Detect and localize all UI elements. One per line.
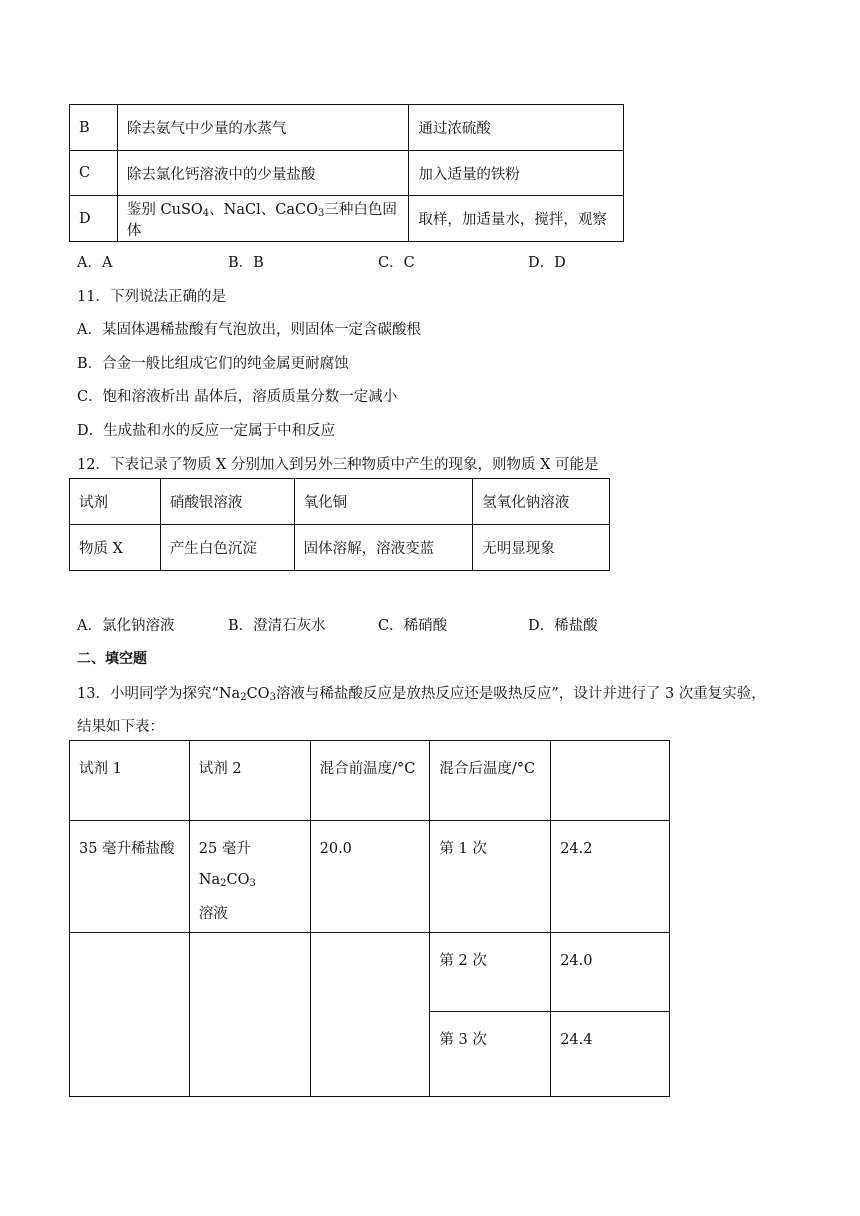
table-cell: 试剂 1: [70, 741, 190, 821]
table-cell: 24.0: [551, 933, 670, 1012]
table-cell: B: [70, 105, 118, 151]
table-cell: 20.0: [310, 821, 430, 933]
table-cell: [551, 741, 670, 821]
table-cell: 混合后温度/°C: [430, 741, 551, 821]
table-cell: 无明显现象: [473, 525, 610, 571]
table-cell: D: [70, 196, 118, 242]
q13-stem-line2: 结果如下表：: [77, 719, 164, 735]
table-cell: 氧化铜: [294, 479, 473, 525]
table-cell: [310, 933, 430, 1097]
table-cell: 除去氯化钙溶液中的少量盐酸: [117, 151, 408, 196]
table-cell: 第 3 次: [430, 1012, 551, 1097]
q12-options: [77, 614, 797, 634]
table-cell: 产生白色沉淀: [160, 525, 294, 571]
table-cell: 氢氧化钠溶液: [473, 479, 610, 525]
q13-table: [69, 740, 670, 1097]
q12-stem: 12．下表记录了物质 X 分别加入到另外三种物质中产生的现象，则物质 X 可能是: [77, 457, 599, 473]
table-cell: 固体溶解，溶液变蓝: [294, 525, 473, 571]
option-b: B．B: [228, 255, 264, 271]
option-c: C．C: [378, 255, 415, 271]
table-cell: 35 毫升稀盐酸: [70, 821, 190, 933]
table-cell: 通过浓硫酸: [409, 105, 624, 151]
option-d: D．稀盐酸: [528, 618, 598, 634]
table-cell: 试剂: [70, 479, 161, 525]
q11-option-a: A．某固体遇稀盐酸有气泡放出，则固体一定含碳酸根: [77, 322, 421, 338]
table-cell: [70, 933, 190, 1097]
q13-stem: 13．小明同学为探究“$Na_2CO_3$溶液与稀盐酸反应是放热反应还是吸热反应”，设计并进行了 3 次重复实验，: [77, 686, 766, 703]
q11-option-d: D．生成盐和水的反应一定属于中和反应: [77, 423, 336, 439]
table-cell: 试剂 2: [189, 741, 310, 821]
table-cell: 24.2: [551, 821, 670, 933]
q10-options: [77, 251, 797, 271]
option-b: B．澄清石灰水: [228, 618, 326, 634]
q10-table: [69, 104, 624, 242]
option-a: A．氯化钠溶液: [77, 618, 175, 634]
option-c: C．稀硝酸: [378, 618, 448, 634]
table-cell: 除去氨气中少量的水蒸气: [117, 105, 408, 151]
table-cell: 24.4: [551, 1012, 670, 1097]
table-cell: 25 毫升 $Na_2CO_3$ 溶液: [189, 821, 310, 933]
table-cell: 物质 X: [70, 525, 161, 571]
table-cell: 加入适量的铁粉: [409, 151, 624, 196]
table-cell: 取样，加适量水，搅拌，观察: [409, 196, 624, 242]
q11-option-c: C．饱和溶液析出 晶体后，溶质质量分数一定减小: [77, 389, 398, 405]
q11-stem: 11．下列说法正确的是: [77, 289, 226, 305]
option-a: A．A: [77, 255, 113, 271]
option-d: D．D: [528, 255, 566, 271]
table-cell: 混合前温度/°C: [310, 741, 430, 821]
q11-option-b: B．合金一般比组成它们的纯金属更耐腐蚀: [77, 356, 349, 372]
table-cell: [189, 933, 310, 1097]
table-cell: 鉴别 CuSO$_4$、NaCl、CaCO$_3$三种白色固体: [117, 196, 408, 242]
table-cell: 第 2 次: [430, 933, 551, 1012]
q12-table: [69, 478, 610, 571]
table-cell: C: [70, 151, 118, 196]
section-title: 二、填空题: [77, 651, 147, 667]
table-cell: 第 1 次: [430, 821, 551, 933]
table-cell: 硝酸银溶液: [160, 479, 294, 525]
